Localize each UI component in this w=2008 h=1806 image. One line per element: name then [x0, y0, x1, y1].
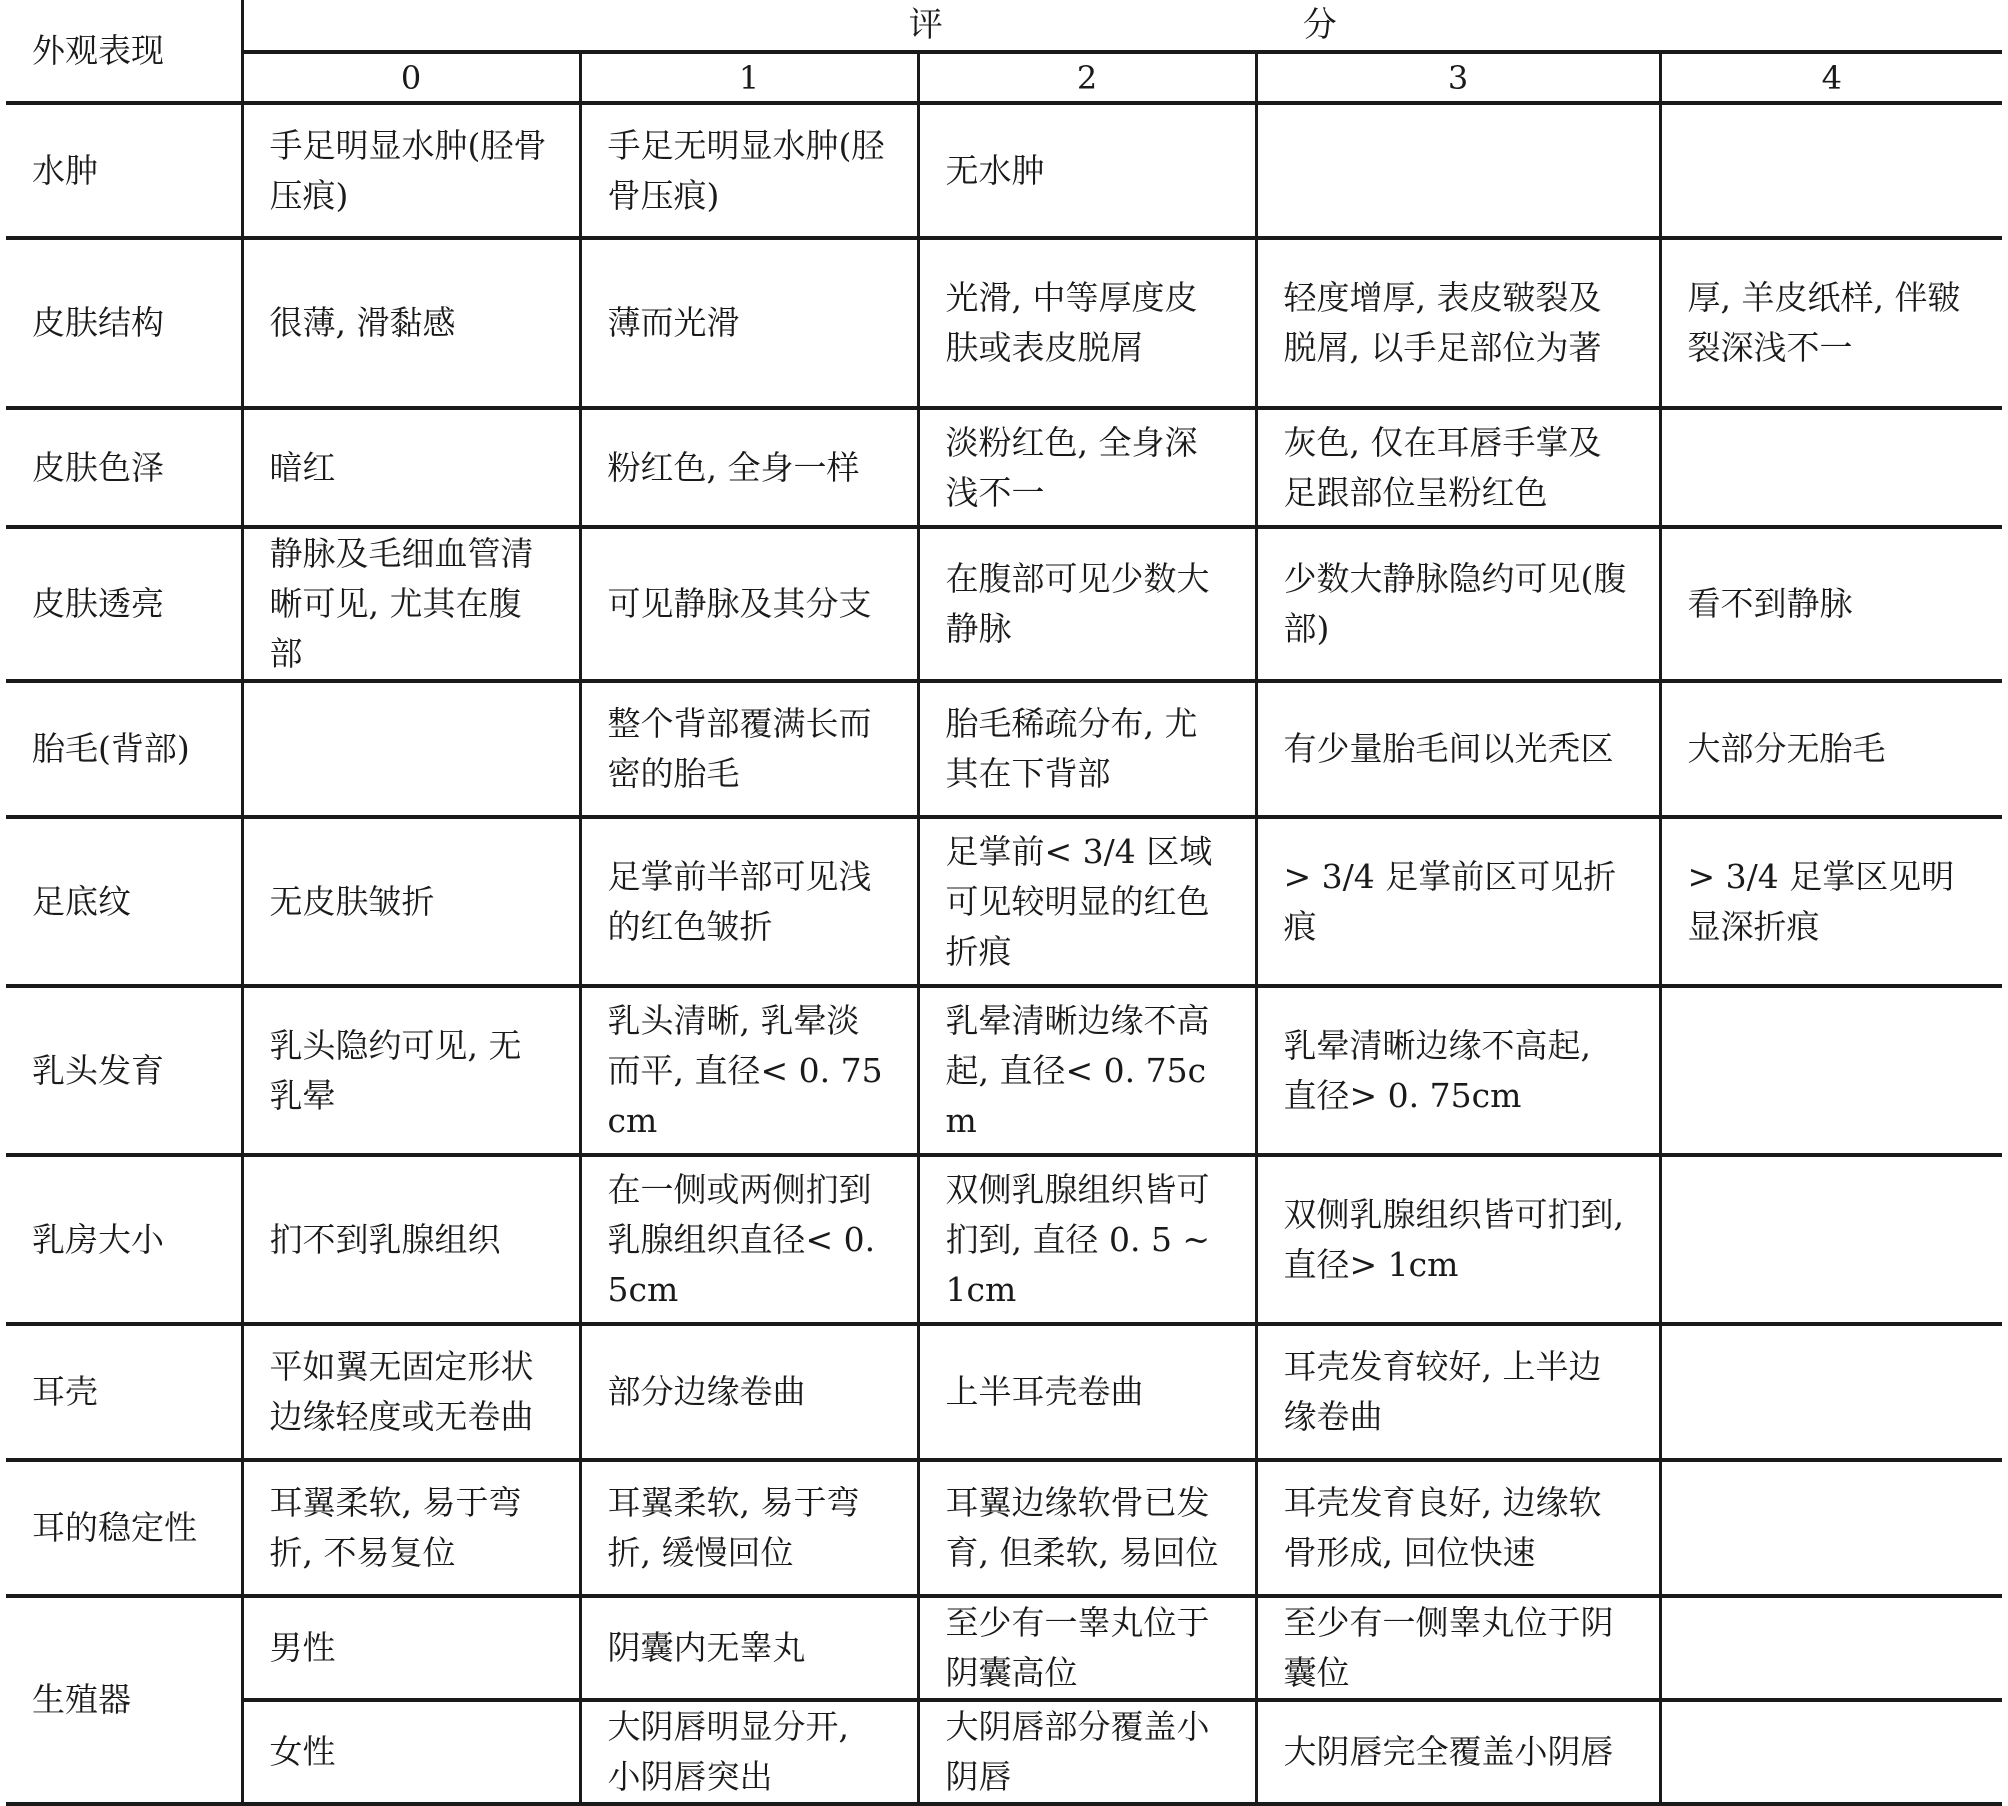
- cell-score-4: [1660, 103, 2002, 238]
- cell-score-3: 双侧乳腺组织皆可扪到, 直径> 1cm: [1256, 1155, 1660, 1324]
- cell-score-3: > 3/4 足掌前区可见折痕: [1256, 817, 1660, 986]
- cell-score-1: 足掌前半部可见浅的红色皱折: [580, 817, 918, 986]
- row-skin-color: [6, 408, 2002, 527]
- cell-score-0: 很薄, 滑黏感: [242, 238, 580, 408]
- cell-score-1: 大阴唇明显分开, 小阴唇突出: [580, 1700, 918, 1804]
- cell-score-1: 整个背部覆满长而密的胎毛: [580, 681, 918, 817]
- cell-score-2: 在腹部可见少数大静脉: [918, 527, 1256, 681]
- header-score-1: 1: [580, 52, 918, 103]
- row-genitals-female: [6, 1700, 2002, 1804]
- cell-score-1: 可见静脉及其分支: [580, 527, 918, 681]
- cell-score-4: [1660, 1460, 2002, 1596]
- cell-score-4: 大部分无胎毛: [1660, 681, 2002, 817]
- row-label: 水肿: [6, 103, 242, 238]
- cell-score-4: [1660, 1596, 2002, 1700]
- header-score-0: 0: [242, 52, 580, 103]
- cell-score-0: 暗红: [242, 408, 580, 527]
- header-appearance: 外观表现: [6, 0, 242, 103]
- cell-score-4: [1660, 408, 2002, 527]
- row-ear-firmness: [6, 1460, 2002, 1596]
- cell-score-1: 部分边缘卷曲: [580, 1324, 918, 1460]
- cell-score-2: 至少有一睾丸位于阴囊高位: [918, 1596, 1256, 1700]
- cell-score-4: > 3/4 足掌区见明显深折痕: [1660, 817, 2002, 986]
- cell-score-2: 光滑, 中等厚度皮肤或表皮脱屑: [918, 238, 1256, 408]
- row-genitals-male: [6, 1596, 2002, 1700]
- header-score-4: 4: [1660, 52, 2002, 103]
- cell-score-3: 有少量胎毛间以光秃区: [1256, 681, 1660, 817]
- cell-score-2: 无水肿: [918, 103, 1256, 238]
- row-label-genitals: 生殖器: [6, 1596, 242, 1804]
- cell-score-1: 手足无明显水肿(胫骨压痕): [580, 103, 918, 238]
- cell-sex-female: 女性: [242, 1700, 580, 1804]
- row-label: 乳房大小: [6, 1155, 242, 1324]
- cell-score-4: [1660, 986, 2002, 1155]
- cell-score-0: 静脉及毛细血管清晰可见, 尤其在腹部: [242, 527, 580, 681]
- cell-score-3: 至少有一侧睾丸位于阴囊位: [1256, 1596, 1660, 1700]
- row-label: 耳的稳定性: [6, 1460, 242, 1596]
- row-label: 乳头发育: [6, 986, 242, 1155]
- cell-score-3: 耳壳发育良好, 边缘软骨形成, 回位快速: [1256, 1460, 1660, 1596]
- cell-score-3: 少数大静脉隐约可见(腹部): [1256, 527, 1660, 681]
- cell-score-1: 在一侧或两侧扪到乳腺组织直径< 0. 5cm: [580, 1155, 918, 1324]
- cell-score-1: 阴囊内无睾丸: [580, 1596, 918, 1700]
- cell-score-1: 乳头清晰, 乳晕淡而平, 直径< 0. 75cm: [580, 986, 918, 1155]
- cell-score-3: 耳壳发育较好, 上半边缘卷曲: [1256, 1324, 1660, 1460]
- cell-score-4: 看不到静脉: [1660, 527, 2002, 681]
- row-ear-pinna: [6, 1324, 2002, 1460]
- row-label: 足底纹: [6, 817, 242, 986]
- header-score: [242, 0, 2002, 52]
- row-breast-size: [6, 1155, 2002, 1324]
- cell-score-1: 薄而光滑: [580, 238, 918, 408]
- cell-score-4: [1660, 1324, 2002, 1460]
- row-label: 皮肤色泽: [6, 408, 242, 527]
- cell-score-0: 耳翼柔软, 易于弯折, 不易复位: [242, 1460, 580, 1596]
- cell-score-2: 淡粉红色, 全身深浅不一: [918, 408, 1256, 527]
- row-lanugo: [6, 681, 2002, 817]
- cell-score-0: 乳头隐约可见, 无乳晕: [242, 986, 580, 1155]
- cell-score-1: 耳翼柔软, 易于弯折, 缓慢回位: [580, 1460, 918, 1596]
- cell-score-0: 手足明显水肿(胫骨压痕): [242, 103, 580, 238]
- row-label: 胎毛(背部): [6, 681, 242, 817]
- header-score-3: 3: [1256, 52, 1660, 103]
- row-label: 皮肤结构: [6, 238, 242, 408]
- cell-score-2: 大阴唇部分覆盖小阴唇: [918, 1700, 1256, 1804]
- row-label: 耳壳: [6, 1324, 242, 1460]
- row-skin-opacity: [6, 527, 2002, 681]
- row-plantar-creases: [6, 817, 2002, 986]
- cell-score-2: 胎毛稀疏分布, 尤其在下背部: [918, 681, 1256, 817]
- cell-score-4: [1660, 1700, 2002, 1804]
- cell-sex-male: 男性: [242, 1596, 580, 1700]
- cell-score-3: 轻度增厚, 表皮皲裂及脱屑, 以手足部位为著: [1256, 238, 1660, 408]
- cell-score-0: [242, 681, 580, 817]
- row-skin-texture: [6, 238, 2002, 408]
- cell-score-3: 大阴唇完全覆盖小阴唇: [1256, 1700, 1660, 1804]
- cell-score-0: 无皮肤皱折: [242, 817, 580, 986]
- row-label: 皮肤透亮: [6, 527, 242, 681]
- cell-score-3: 灰色, 仅在耳唇手掌及足跟部位呈粉红色: [1256, 408, 1660, 527]
- cell-score-2: 耳翼边缘软骨已发育, 但柔软, 易回位: [918, 1460, 1256, 1596]
- cell-score-2: 足掌前< 3/4 区域可见较明显的红色折痕: [918, 817, 1256, 986]
- cell-score-2: 上半耳壳卷曲: [918, 1324, 1256, 1460]
- header-score-2: 2: [918, 52, 1256, 103]
- maturity-score-table: [6, 0, 2002, 1806]
- cell-score-1: 粉红色, 全身一样: [580, 408, 918, 527]
- cell-score-4: [1660, 1155, 2002, 1324]
- cell-score-0: 平如翼无固定形状边缘轻度或无卷曲: [242, 1324, 580, 1460]
- header-score-char-2: 分: [1302, 5, 1337, 45]
- header-score-char-1: 评: [908, 5, 943, 45]
- cell-score-2: 双侧乳腺组织皆可扪到, 直径 0. 5 ~ 1cm: [918, 1155, 1256, 1324]
- cell-score-3: [1256, 103, 1660, 238]
- cell-score-0: 扪不到乳腺组织: [242, 1155, 580, 1324]
- cell-score-4: 厚, 羊皮纸样, 伴皲裂深浅不一: [1660, 238, 2002, 408]
- cell-score-3: 乳晕清晰边缘不高起, 直径> 0. 75cm: [1256, 986, 1660, 1155]
- row-edema: [6, 103, 2002, 238]
- cell-score-2: 乳晕清晰边缘不高起, 直径< 0. 75cm: [918, 986, 1256, 1155]
- row-nipple: [6, 986, 2002, 1155]
